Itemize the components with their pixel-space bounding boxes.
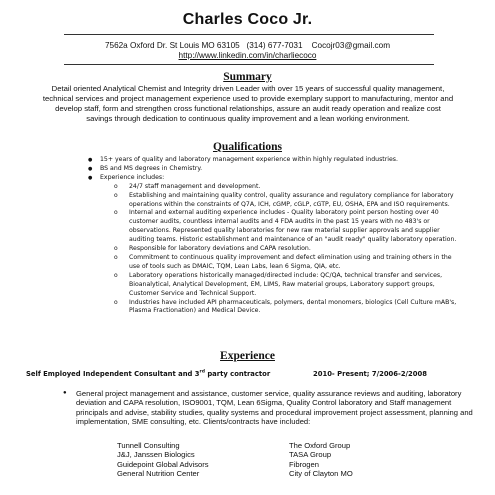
summary-heading: Summary (223, 71, 272, 83)
sub-list-item: o Laboratory operations historically managed/directed include: QC/QA, technical transfer and services, Bioanalytical, Analytical Development, EM, LIMS, Raw material groups, Laboratory support groups, Customer Service and Technical Support. (112, 272, 460, 299)
client-item: Guidepoint Global Advisors (117, 459, 209, 469)
bullet-icon: ● (63, 390, 67, 396)
address: 7562a Oxford Dr. St Louis MO 63105 (104, 41, 240, 50)
sub-list-item: o 24/7 staff management and development. (112, 183, 460, 192)
list-item: ● 15+ years of quality and laboratory management experience within highly regulated industries. (88, 156, 460, 165)
email: Cocojr03@gmail.com (311, 41, 391, 50)
client-item: Tunnell Consulting (117, 441, 180, 450)
candidate-name: Charles Coco Jr. (182, 11, 313, 28)
client-item: TASA Group (289, 450, 332, 460)
client-item: City of Clayton MO (289, 469, 353, 479)
position-dates: 2010- Present; 7/2006-2/2008 (313, 370, 427, 378)
position-title: Self Employed Independent Consultant and 3rd party contractor (26, 370, 271, 379)
sub-list-item: o Industries have included API pharmaceuticals, polymers, dental monomers, biologics (Cell Culture mAB's, Plasma Fractionation) and Medical Device. (112, 299, 460, 317)
header-divider (64, 34, 434, 35)
experience-heading: Experience (220, 350, 275, 362)
experience-text: General project management and assistance, customer service, quality assurance reviews and auditing, laboratory deviation and CAPA resolution, ISO9001, TQM, Lean 6Sigma, Quality Control laboratory and Staff management principals and advise, stability studies, quality systems and procedural improvement project assessment, planning and implementation, SME consulting, etc. Clients/contracts have included: (76, 389, 473, 427)
linkedin-link[interactable]: http://www.linkedin.com/in/charliecoco (178, 51, 317, 60)
client-item: General Nutrition Center (117, 469, 200, 479)
sub-list (112, 183, 460, 317)
list-item-label: Experience includes: (100, 173, 165, 181)
qualifications-heading: Qualifications (212, 141, 282, 153)
contact-block (0, 41, 495, 61)
phone: (314) 677-7031 (246, 41, 303, 50)
client-item: J&J, Janssen Biologics (117, 450, 195, 460)
contact-line (0, 41, 495, 51)
sub-list-item: o Establishing and maintaining quality control, quality assurance and regulatory compliance for laboratory operations within the constraints of Q7A, ICH, cGMP, cGLP, cGTP, EU, OSHA, EPA and ISO requirements. (112, 192, 460, 210)
position-line (26, 370, 476, 378)
qualifications-list (88, 156, 460, 316)
sub-list-item: o Responsible for laboratory deviations and CAPA resolution. (112, 245, 460, 254)
contact-divider (64, 64, 434, 65)
sub-list-item: o Commitment to continuous quality improvement and defect elimination using and training others in the use of tools such as DMAIC, TQM, Lean Labs, lean 6 Sigma, QIA, etc. (112, 254, 460, 272)
list-item (88, 174, 460, 317)
summary-text: Detail oriented Analytical Chemist and Integrity driven Leader with over 15 years of successful quality management, technical services and project management experience used to provide exemplary support to manufacturing, mentor and develop staff, form and strengthen cross functional relationships, assure an audit ready operation and realize cost savings through dedication to continuous quality improvement and a lean working environment. (42, 84, 454, 124)
list-item: ● BS and MS degrees in Chemistry. (88, 165, 460, 174)
experience-description (63, 389, 474, 427)
sub-list-item: o Internal and external auditing experience includes - Quality laboratory point person hosting over 40 customer audits, countless internal audits and 4 FDA audits in the past 15 years with no 483's or observations. Represented quality laboratories for new raw material supplier approvals and supplier auditing teams. Historic establishment and maintenance of an "audit ready" quality laboratory operation. (112, 209, 460, 245)
clients-column-left (117, 441, 209, 479)
client-item: Fibrogen (289, 459, 319, 469)
clients-column-right (289, 441, 353, 479)
client-item: The Oxford Group (289, 441, 351, 450)
